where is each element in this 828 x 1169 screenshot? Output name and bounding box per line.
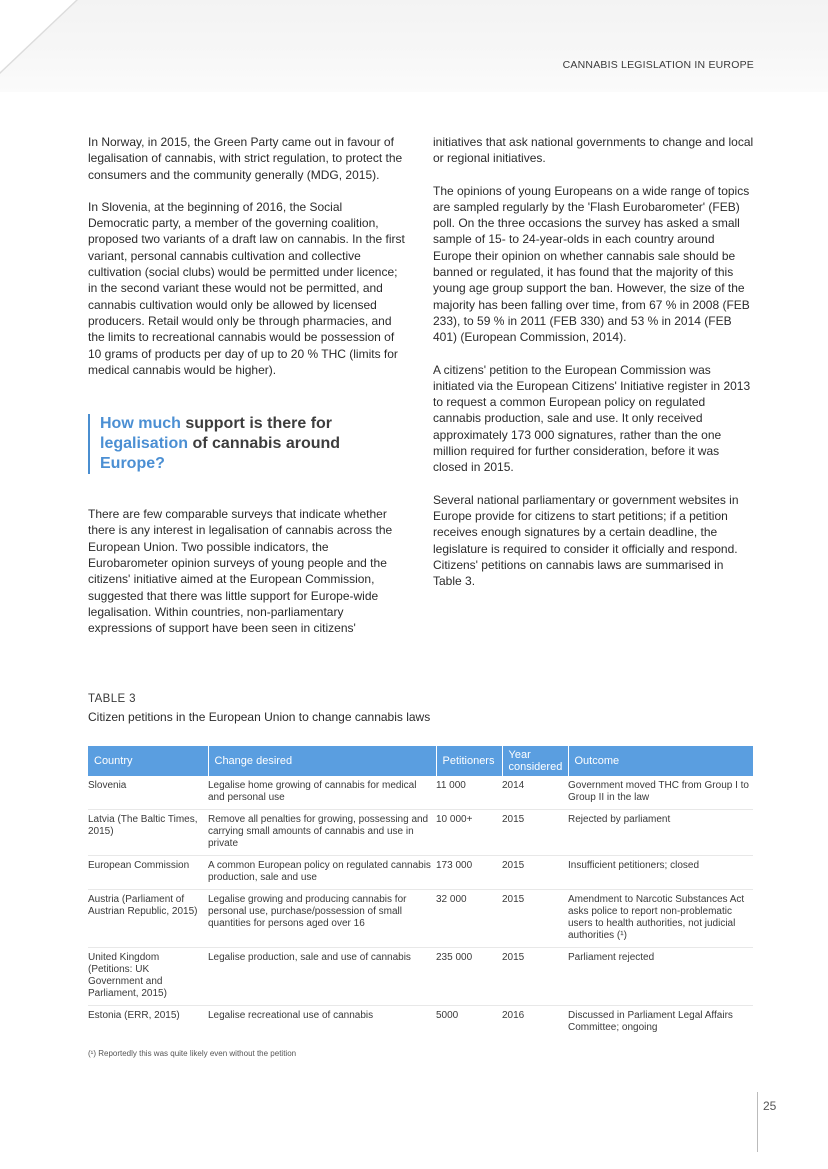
- petitions-table: [88, 746, 753, 1039]
- header-outcome: Outcome: [568, 746, 753, 776]
- paragraph-eurobarometer: The opinions of young Europeans on a wide range of topics are sampled regularly by the 'Flash Eurobarometer' (FEB) poll. On the three occasions the survey has asked a small sample of 15- to 24-year-olds in each country around Europe their opinion on whether cannabis sale should be banned or regulated, it has found that the majority of this young age group support the ban. However, the size of the majority has been falling over time, from 67 % in 2008 (FEB 233), to 59 % in 2011 (FEB 330) and 53 % in 2014 (FEB 401) (European Commission, 2014).: [433, 183, 750, 345]
- cell-year: 2015: [502, 890, 568, 948]
- cell-country: Latvia (The Baltic Times, 2015): [88, 810, 208, 856]
- header-year-considered: Year considered: [502, 746, 568, 776]
- running-header: CANNABIS LEGISLATION IN EUROPE: [562, 59, 754, 71]
- cell-petitioners: 32 000: [436, 890, 502, 948]
- paragraph-citizens-petition: A citizens' petition to the European Commission was initiated via the European Citizens' Initiative register in 2013 to request a common European policy on regulated cannabis production, sale and use. It only received approximately 173 000 signatures, rather than the one million required for further consideration, before it was closed in 2015.: [433, 362, 751, 475]
- cell-country: United Kingdom (Petitions: UK Government and Parliament, 2015): [88, 948, 208, 1006]
- heading-part-1: How much: [100, 415, 181, 433]
- table-header-row: [88, 746, 753, 776]
- table-row: [88, 810, 753, 856]
- cell-petitioners: 5000: [436, 1010, 459, 1021]
- heading-part-3: legalisation: [100, 435, 189, 453]
- table-row: [88, 890, 753, 948]
- cell-change: Remove all penalties for growing, possessing and carrying small amounts of cannabis and use in private: [208, 810, 436, 856]
- cell-change: Legalise home growing of cannabis for medical and personal use: [208, 776, 436, 810]
- heading-part-2: support is there for: [180, 415, 333, 433]
- table-row: [88, 948, 753, 1006]
- cell-year: 2015: [502, 856, 568, 890]
- cell-change: Legalise growing and producing cannabis for personal use, purchase/possession of small quantities for persons aged over 16: [208, 890, 436, 948]
- table-row: [88, 856, 753, 890]
- paragraph-norway: In Norway, in 2015, the Green Party came out in favour of legalisation of cannabis, with strict regulation, to protect the consumers and the community generally (MDG, 2015).: [88, 135, 403, 182]
- corner-fold: [0, 0, 76, 72]
- cell-outcome: Parliament rejected: [568, 948, 753, 1006]
- cell-petitioners: 235 000: [436, 948, 502, 1006]
- table-row: [88, 776, 753, 810]
- cell-country: Estonia (ERR, 2015): [88, 1010, 180, 1021]
- table-footnote: (¹) Reportedly this was quite likely even without the petition: [88, 1049, 297, 1058]
- cell-country: Austria (Parliament of Austrian Republic, 2015): [88, 890, 208, 948]
- section-heading: [88, 414, 406, 474]
- header-band: [0, 0, 828, 92]
- cell-change: A common European policy on regulated cannabis production, sale and use: [208, 856, 436, 890]
- cell-change: Legalise production, sale and use of cannabis: [208, 948, 436, 1006]
- cell-petitioners: 10 000+: [436, 810, 502, 856]
- paragraph-national-petitions: Several national parliamentary or government websites in Europe provide for citizens to start petitions; if a petition receives enough signatures by a certain deadline, the legislature is required to consider it officially and respond. Citizens' petitions on cannabis laws are summarised in Table 3.: [433, 492, 739, 589]
- cell-outcome: Rejected by parliament: [568, 810, 753, 856]
- cell-year: 2015: [502, 810, 568, 856]
- right-column: [433, 134, 755, 605]
- paragraph-surveys: There are few comparable surveys that indicate whether there is any interest in legalisation of cannabis across the European Union. Two possible indicators, the Eurobarometer opinion surveys of young people and the citizens' initiative aimed at the European Commission, suggested that there was little support for Europe-wide legalisation. Within countries, non-parliamentary expressions of support have been seen in citizens': [88, 507, 393, 636]
- paragraph-initiatives: initiatives that ask national governments to change and local or regional initiatives.: [433, 135, 754, 166]
- cell-petitioners: 173 000: [436, 856, 502, 890]
- left-column: [88, 134, 406, 653]
- header-change-desired: Change desired: [208, 746, 436, 776]
- petitions-table-wrap: [88, 746, 753, 1039]
- header-petitioners: Petitioners: [436, 746, 502, 776]
- cell-petitioners: 11 000: [436, 776, 502, 810]
- cell-country: European Commission: [88, 856, 208, 890]
- cell-change: Legalise recreational use of cannabis: [208, 1010, 374, 1021]
- heading-part-5: Europe?: [100, 455, 165, 473]
- paragraph-slovenia: In Slovenia, at the beginning of 2016, the Social Democratic party, a member of the governing coalition, proposed two variants of a draft law on cannabis. In the first variant, personal cannabis cultivation and collective cultivation (social clubs) would be permitted under licence; in the second variant these would not be permitted, and cannabis cultivation would only be allowed by licensed producers. Retail would only be through pharmacies, and the limits to recreational cannabis would be possession of 10 grams of products per day of up to 20 % THC (limits for medical cannabis would be higher).: [88, 199, 405, 377]
- cell-country: Slovenia: [88, 776, 208, 810]
- header-country: Country: [88, 746, 208, 776]
- table-label: TABLE 3: [88, 693, 136, 705]
- cell-outcome: Government moved THC from Group I to Group II in the law: [568, 776, 753, 810]
- cell-outcome: Amendment to Narcotic Substances Act asks police to report non-problematic users to health authorities, not judicial authorities (¹): [568, 890, 753, 948]
- table-row: [88, 1006, 753, 1040]
- cell-year: 2015: [502, 948, 568, 1006]
- table-title: Citizen petitions in the European Union to change cannabis laws: [88, 710, 431, 724]
- cell-year: 2014: [502, 776, 568, 810]
- cell-year: 2016: [502, 1010, 525, 1021]
- page-number: 25: [763, 1099, 777, 1113]
- heading-part-4: of cannabis around: [188, 435, 341, 453]
- page-number-rule: [757, 1092, 758, 1152]
- cell-outcome: Insufficient petitioners; closed: [568, 856, 753, 890]
- cell-outcome: Discussed in Parliament Legal Affairs Committee; ongoing: [568, 1010, 733, 1033]
